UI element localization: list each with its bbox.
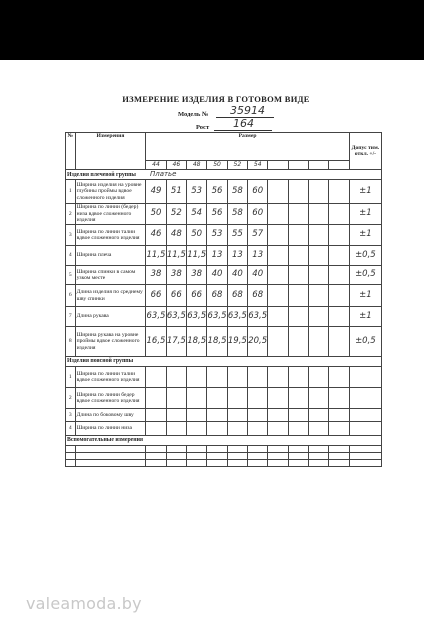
size-value-cell: 60 (248, 180, 268, 204)
table-row (66, 307, 382, 327)
empty-cell (75, 460, 146, 467)
empty-cell (75, 453, 146, 460)
empty-cell (329, 307, 349, 327)
size-value-cell (207, 367, 227, 388)
empty-cell (187, 453, 207, 460)
size-value-cell: 49 (146, 180, 166, 204)
empty-cell (187, 460, 207, 467)
empty-cell (309, 460, 329, 467)
size-value-cell (146, 388, 166, 409)
size-value-cell: 56 (207, 204, 227, 225)
empty-cell (268, 327, 288, 357)
empty-cell (329, 180, 349, 204)
empty-cell (268, 266, 288, 285)
empty-cell (248, 446, 268, 453)
size-value-cell: 56 (207, 180, 227, 204)
size-value-cell (248, 388, 268, 409)
empty-cell (309, 225, 329, 246)
measurement-table (65, 132, 382, 467)
row-label: Ширина рукава на уровне проймы вдвое сложенного изделия (75, 327, 146, 357)
empty-cell (329, 327, 349, 357)
empty-cell (309, 409, 329, 422)
row-label: Ширина спинки в самом узком месте (75, 266, 146, 285)
empty-cell (268, 180, 288, 204)
row-number: 3 (66, 225, 76, 246)
size-value-cell (207, 409, 227, 422)
size-value-cell: 38 (187, 266, 207, 285)
table-row (66, 180, 382, 204)
table-row (66, 422, 382, 436)
size-value-cell (146, 422, 166, 436)
col-tolerance-header: Допус тим. откл. +/- (349, 133, 381, 170)
size-cell: 46 (166, 161, 186, 170)
row-label: Ширина по линии (бедер) низа вдвое сложенного изделия (75, 204, 146, 225)
empty-cell (309, 307, 329, 327)
row-label: Длина изделия по среднему шву спинки (75, 285, 146, 307)
section-title (66, 357, 382, 367)
empty-cell (309, 180, 329, 204)
size-value-cell: 13 (207, 246, 227, 266)
row-number: 1 (66, 367, 76, 388)
empty-cell (309, 204, 329, 225)
size-value-cell (227, 422, 247, 436)
model-label: Модель № (178, 111, 209, 118)
aux-empty-row (66, 453, 382, 460)
size-value-cell: 54 (187, 204, 207, 225)
row-number: 2 (66, 388, 76, 409)
section-header-row (66, 170, 382, 180)
section-note: Платье (149, 170, 177, 179)
size-value-cell: 57 (248, 225, 268, 246)
empty-cell (349, 453, 381, 460)
table-row (66, 225, 382, 246)
aux-empty-row (66, 446, 382, 453)
empty-cell (166, 446, 186, 453)
size-value-cell: 66 (166, 285, 186, 307)
empty-cell (288, 367, 308, 388)
empty-cell (146, 453, 166, 460)
size-value-cell: 18,5 (207, 327, 227, 357)
empty-cell (268, 307, 288, 327)
row-number: 2 (66, 204, 76, 225)
empty-cell (329, 409, 349, 422)
size-value-cell (166, 409, 186, 422)
row-label: Ширина по линии низа (75, 422, 146, 436)
size-value-cell: 63,5 (166, 307, 186, 327)
empty-cell (248, 453, 268, 460)
empty-cell (288, 327, 308, 357)
empty-cell (227, 446, 247, 453)
size-value-cell: 40 (207, 266, 227, 285)
document-title: ИЗМЕРЕНИЕ ИЗДЕЛИЯ В ГОТОВОМ ВИДЕ (122, 94, 310, 104)
row-label: Длина по боковому шву (75, 409, 146, 422)
empty-cell (288, 422, 308, 436)
size-value-cell (207, 422, 227, 436)
size-cell: 44 (146, 161, 166, 170)
row-label: Длина рукава (75, 307, 146, 327)
size-value-cell: 63,5 (227, 307, 247, 327)
row-label: Ширина по линии бедер вдвое сложенного изделия (75, 388, 146, 409)
size-value-cell: 11,5 (187, 246, 207, 266)
size-value-cell: 13 (227, 246, 247, 266)
row-label: Ширина плеча (75, 246, 146, 266)
empty-cell (288, 246, 308, 266)
aux-header-row (66, 436, 382, 446)
size-cell: 52 (227, 161, 247, 170)
empty-cell (288, 285, 308, 307)
size-value-cell: 40 (227, 266, 247, 285)
size-value-cell: 50 (146, 204, 166, 225)
empty-cell (288, 180, 308, 204)
row-number: 4 (66, 246, 76, 266)
table-row (66, 327, 382, 357)
size-value-cell (166, 367, 186, 388)
empty-cell (66, 446, 76, 453)
empty-cell (329, 367, 349, 388)
tolerance-cell (349, 422, 381, 436)
size-value-cell (248, 367, 268, 388)
empty-cell (309, 446, 329, 453)
size-value-cell: 48 (166, 225, 186, 246)
size-value-cell (187, 409, 207, 422)
size-value-cell: 13 (248, 246, 268, 266)
size-value-cell: 53 (187, 180, 207, 204)
row-number: 3 (66, 409, 76, 422)
empty-cell (329, 453, 349, 460)
tolerance-cell: ±1 (349, 285, 381, 307)
empty-cell (268, 225, 288, 246)
section-title-text: Изделия плечевой группы (67, 172, 136, 179)
empty-cell (227, 460, 247, 467)
tolerance-cell: ±1 (349, 204, 381, 225)
row-number: 1 (66, 180, 76, 204)
empty-cell (288, 266, 308, 285)
tolerance-cell (349, 388, 381, 409)
size-cell: 48 (187, 161, 207, 170)
tolerance-cell: ±0,5 (349, 327, 381, 357)
size-value-cell (227, 367, 247, 388)
empty-cell (268, 409, 288, 422)
row-label: Ширина по линии талии вдвое сложенного изделия (75, 367, 146, 388)
size-cell-empty (329, 161, 349, 170)
empty-cell (166, 453, 186, 460)
tolerance-cell: ±0,5 (349, 266, 381, 285)
table-row (66, 367, 382, 388)
measurement-sheet (28, 60, 404, 632)
size-cell-empty (309, 161, 329, 170)
top-black-band (0, 0, 424, 60)
table-row (66, 266, 382, 285)
size-value-cell: 38 (166, 266, 186, 285)
height-value: 164 (233, 117, 254, 130)
empty-cell (207, 460, 227, 467)
empty-cell (329, 266, 349, 285)
size-value-cell: 60 (248, 204, 268, 225)
empty-cell (309, 285, 329, 307)
size-value-cell: 58 (227, 204, 247, 225)
empty-cell (329, 388, 349, 409)
empty-cell (309, 453, 329, 460)
size-value-cell (166, 422, 186, 436)
height-underline (214, 130, 272, 131)
size-cell-empty (288, 161, 308, 170)
empty-cell (166, 460, 186, 467)
size-value-cell: 51 (166, 180, 186, 204)
tolerance-cell: ±0,5 (349, 246, 381, 266)
tolerance-cell (349, 409, 381, 422)
empty-cell (207, 453, 227, 460)
size-value-cell (187, 388, 207, 409)
empty-cell (288, 409, 308, 422)
empty-cell (268, 388, 288, 409)
table-row (66, 246, 382, 266)
size-value-cell: 46 (146, 225, 166, 246)
size-value-cell (207, 388, 227, 409)
tolerance-cell: ±1 (349, 225, 381, 246)
empty-cell (187, 446, 207, 453)
size-value-cell: 16,5 (146, 327, 166, 357)
empty-cell (349, 460, 381, 467)
empty-cell (268, 422, 288, 436)
size-value-cell: 68 (227, 285, 247, 307)
size-value-cell: 68 (248, 285, 268, 307)
size-value-cell: 11,5 (166, 246, 186, 266)
size-value-cell: 68 (207, 285, 227, 307)
col-measure-header: Измерения (75, 133, 146, 170)
empty-cell (329, 446, 349, 453)
size-value-cell: 11,5 (146, 246, 166, 266)
empty-cell (309, 367, 329, 388)
size-value-cell: 52 (166, 204, 186, 225)
size-cell-empty (268, 161, 288, 170)
size-value-cell: 53 (207, 225, 227, 246)
size-value-cell: 63,5 (207, 307, 227, 327)
empty-cell (288, 307, 308, 327)
empty-cell (329, 246, 349, 266)
table-row (66, 285, 382, 307)
table-row (66, 388, 382, 409)
size-value-cell: 58 (227, 180, 247, 204)
size-value-cell: 40 (248, 266, 268, 285)
col-num-header: № (66, 133, 76, 170)
size-value-cell: 66 (146, 285, 166, 307)
empty-cell (268, 285, 288, 307)
empty-cell (288, 453, 308, 460)
size-value-cell (187, 422, 207, 436)
empty-cell (329, 285, 349, 307)
size-value-cell (166, 388, 186, 409)
aux-title: Вспомогательные измерения (66, 436, 382, 446)
row-label: Ширина изделия на уровне глубины проймы вдвое сложенного изделия (75, 180, 146, 204)
empty-cell (248, 460, 268, 467)
table-header-row (66, 133, 382, 161)
size-value-cell: 38 (146, 266, 166, 285)
empty-cell (309, 266, 329, 285)
row-label: Ширина по линии талии вдвое сложенного изделия (75, 225, 146, 246)
empty-cell (329, 204, 349, 225)
empty-cell (288, 204, 308, 225)
size-cell: 50 (207, 161, 227, 170)
empty-cell (75, 446, 146, 453)
section-header-row (66, 357, 382, 367)
row-number: 5 (66, 266, 76, 285)
empty-cell (288, 388, 308, 409)
row-number: 4 (66, 422, 76, 436)
empty-cell (329, 460, 349, 467)
size-value-cell: 50 (187, 225, 207, 246)
size-value-cell: 18,5 (187, 327, 207, 357)
empty-cell (207, 446, 227, 453)
size-value-cell: 17,5 (166, 327, 186, 357)
aux-empty-row (66, 460, 382, 467)
empty-cell (288, 460, 308, 467)
empty-cell (66, 460, 76, 467)
empty-cell (268, 246, 288, 266)
empty-cell (268, 446, 288, 453)
col-size-header: Размер (146, 133, 349, 161)
empty-cell (146, 446, 166, 453)
size-value-cell (248, 409, 268, 422)
size-value-cell: 66 (187, 285, 207, 307)
watermark: valeamoda.by (26, 594, 142, 613)
empty-cell (288, 225, 308, 246)
empty-cell (268, 204, 288, 225)
empty-cell (227, 453, 247, 460)
size-value-cell: 55 (227, 225, 247, 246)
tolerance-cell: ±1 (349, 180, 381, 204)
empty-cell (349, 446, 381, 453)
size-value-cell: 19,5 (227, 327, 247, 357)
empty-cell (309, 246, 329, 266)
row-number: 8 (66, 327, 76, 357)
empty-cell (329, 225, 349, 246)
section-title (66, 170, 382, 180)
height-label: Рост (196, 124, 210, 131)
row-number: 7 (66, 307, 76, 327)
empty-cell (268, 367, 288, 388)
tolerance-cell: ±1 (349, 307, 381, 327)
empty-cell (309, 388, 329, 409)
size-value-cell (227, 409, 247, 422)
size-value-cell (187, 367, 207, 388)
size-value-cell (146, 409, 166, 422)
empty-cell (146, 460, 166, 467)
empty-cell (268, 460, 288, 467)
row-number: 6 (66, 285, 76, 307)
table-row (66, 204, 382, 225)
empty-cell (66, 453, 76, 460)
empty-cell (309, 422, 329, 436)
empty-cell (268, 453, 288, 460)
empty-cell (329, 422, 349, 436)
size-value-cell: 63,5 (146, 307, 166, 327)
size-value-cell: 63,5 (248, 307, 268, 327)
table-row (66, 409, 382, 422)
section-title-text: Изделия поясной группы (67, 358, 134, 365)
size-cell: 54 (248, 161, 268, 170)
empty-cell (309, 327, 329, 357)
size-value-cell: 20,5 (248, 327, 268, 357)
empty-cell (288, 446, 308, 453)
size-value-cell (248, 422, 268, 436)
size-value-cell: 63,5 (187, 307, 207, 327)
size-value-cell (227, 388, 247, 409)
tolerance-cell (349, 367, 381, 388)
size-value-cell (146, 367, 166, 388)
model-value: 35914 (230, 104, 265, 117)
